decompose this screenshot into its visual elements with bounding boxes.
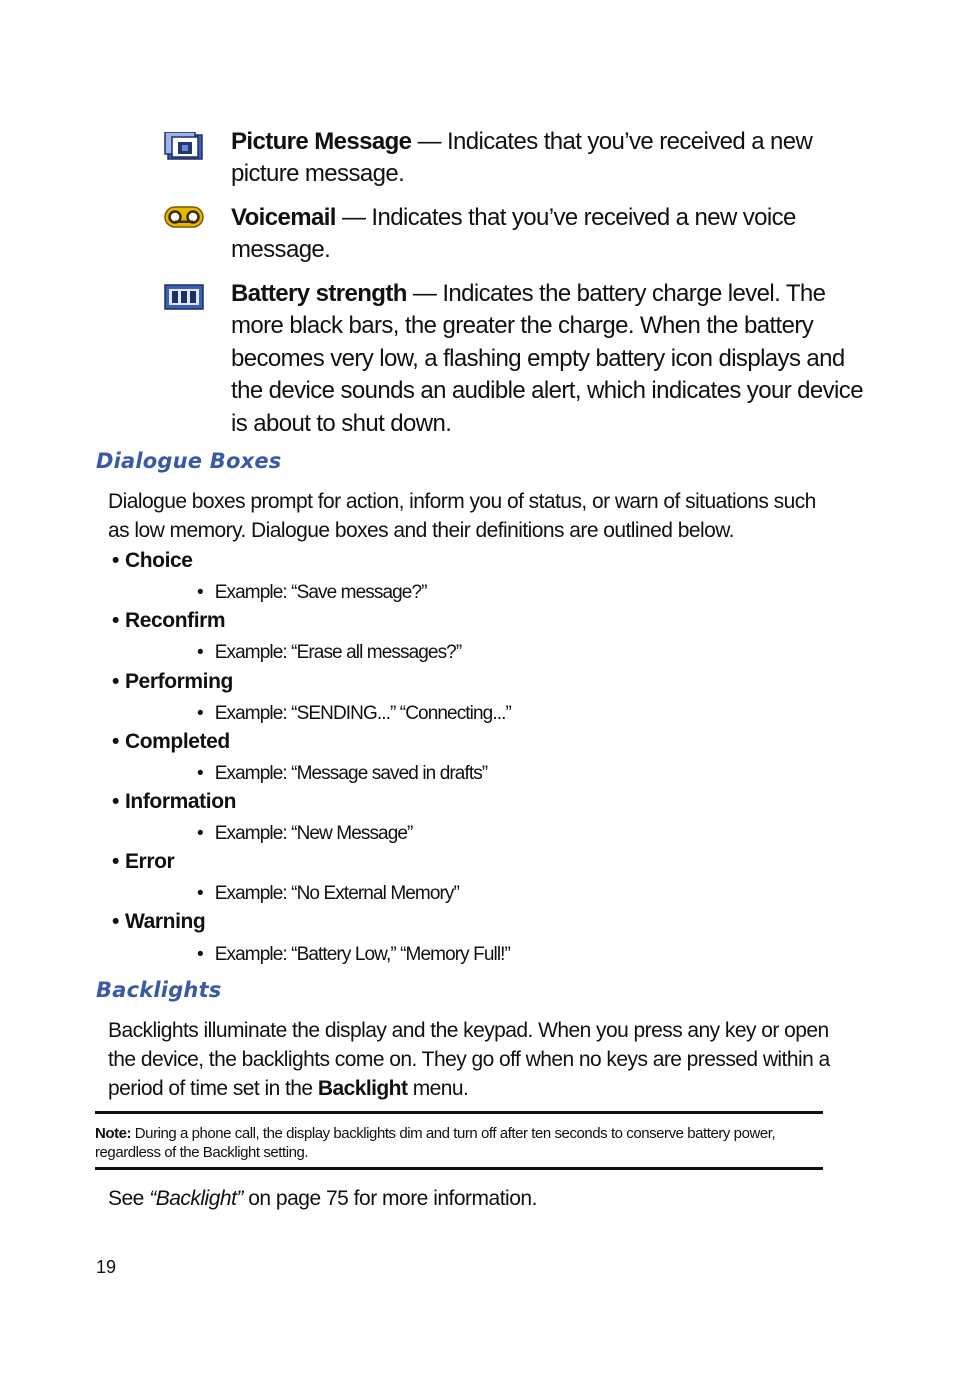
list-item-completed: • Completed	[112, 730, 230, 753]
example-warning: • Example: “Battery Low,” “Memory Full!”	[197, 944, 510, 965]
page-number: 19	[96, 1257, 117, 1277]
battery-icon	[164, 284, 206, 310]
voicemail-icon	[164, 206, 204, 228]
example-reconfirm: • Example: “Erase all messages?”	[197, 642, 462, 663]
list-item-error: • Error	[112, 850, 175, 873]
note-top-rule	[95, 1111, 823, 1114]
picture-message-icon	[164, 132, 204, 162]
list-item-warning: • Warning	[112, 910, 206, 933]
example-information: • Example: “New Message”	[197, 823, 413, 844]
list-item-reconfirm: • Reconfirm	[112, 609, 226, 632]
voicemail-desc: Voicemail — Indicates that you’ve received a new voice message.	[231, 204, 796, 264]
section-heading-dialogue-boxes: Dialogue Boxes	[96, 449, 282, 473]
section-heading-backlights: Backlights	[96, 978, 222, 1002]
dialogue-intro: Dialogue boxes prompt for action, inform you of status, or warn of situations such as low memory. Dialogue boxes and their definitions are outlined below.	[108, 490, 816, 542]
list-item-performing: • Performing	[112, 670, 233, 693]
backlight-link[interactable]: “Backlight”	[149, 1187, 243, 1210]
note-bottom-rule	[95, 1167, 823, 1170]
backlights-paragraph: Backlights illuminate the display and the keypad. When you press any key or open the device, the backlights come on. They go off when no keys are pressed within a period of time set in the Backlight menu.	[108, 1019, 830, 1100]
battery-desc: Battery strength — Indicates the battery charge level. The more black bars, the greater the charge. When the battery becomes very low, a flashing empty battery icon displays and the device sounds an audible alert, which indicates your device is about to shut down.	[231, 280, 863, 437]
example-choice: • Example: “Save message?”	[197, 582, 427, 603]
example-completed: • Example: “Message saved in drafts”	[197, 763, 488, 784]
cross-reference: See “Backlight” on page 75 for more information.	[108, 1187, 537, 1210]
picture-message-desc: Picture Message — Indicates that you’ve received a new picture message.	[231, 128, 813, 188]
list-item-information: • Information	[112, 790, 237, 813]
note-box: Note: During a phone call, the display backlights dim and turn off after ten seconds to conserve battery power, regardless of the Backlight setting.	[95, 1125, 776, 1161]
example-performing: • Example: “SENDING...” “Connecting...”	[197, 703, 511, 724]
example-error: • Example: “No External Memory”	[197, 883, 459, 904]
list-item-choice: • Choice	[112, 549, 193, 572]
